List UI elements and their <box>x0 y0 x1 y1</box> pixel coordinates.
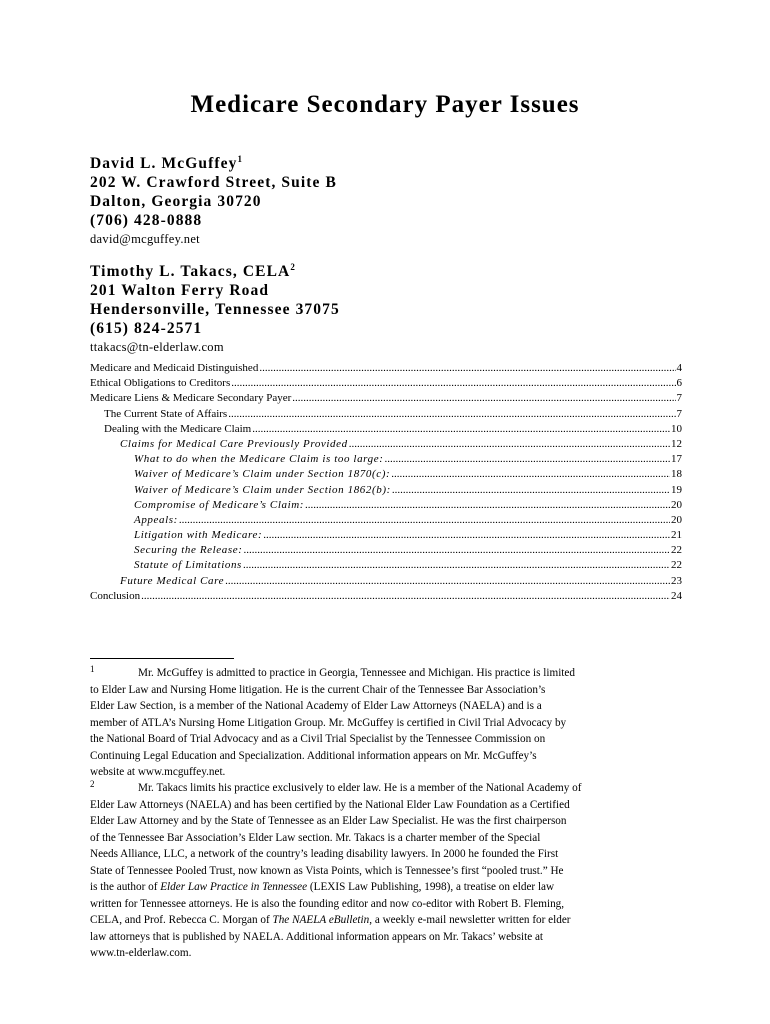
toc-entry[interactable]: Litigation with Medicare: ..... 21 <box>90 528 682 543</box>
author-name-2: Timothy L. Takacs, CELA$^2$ <box>90 262 296 280</box>
toc-entry[interactable]: Medicare and Medicaid Distinguished ..... 4 <box>90 361 682 376</box>
author-address-line-1: 201 Walton Ferry Road <box>90 282 270 299</box>
book-title: Elder Law Practice in Tennessee <box>160 881 308 893</box>
footnote-separator <box>90 658 234 659</box>
document-title: Medicare Secondary Payer Issues <box>190 91 580 118</box>
footnote-2: 2 Mr. Takacs limits his practice exclusively to elder law. He is a member of the National Academy of Elder Law Attorneys (NAELA) and has been certified by the National Elder Law Foundation as a Certified Elder Law Attorney and by the State of Tennessee as an Elder Law Specialist. He was the first chairperson of the Tennessee Bar Association’s Elder Law section. Mr. Takacs is a charter member of the Special Needs Alliance, LLC, a network of the country’s leading disability lawyers. In 2000 he founded the First State of Tennessee Pooled Trust, now known as Vista Points, which is Tennessee’s first “pooled trust.” He is the author of Elder Law Practice in Tennessee (LEXIS Law Publishing, 1998), a treatise on elder law written for Tennessee attorneys. He is also the founding editor and now co-editor with Robert B. Fleming, CELA, and Prof. Rebecca C. Morgan of The NAELA eBulletin, a weekly e-mail newsletter written for elder law attorneys that is published by NAELA. Additional information appears on Mr. Takacs’ website at www.tn-elderlaw.com. <box>90 779 582 959</box>
author-email: david@mcguffey.net <box>90 232 200 246</box>
toc-entry[interactable]: Appeals: ..... 20 <box>90 513 682 528</box>
author-address-line-2: Dalton, Georgia 30720 <box>90 193 262 210</box>
author-name-1: David L. McGuffey$^1$ <box>90 154 244 172</box>
author-block-1 <box>90 154 337 249</box>
toc-entry[interactable]: Securing the Release: ..... 22 <box>90 543 682 558</box>
footnote-1: 1 Mr. McGuffey is admitted to practice in Georgia, Tennessee and Michigan. His practice is limited to Elder Law and Nursing Home litigation. He is the current Chair of the Tennessee Bar Association’s Elder Law Section, is a member of the National Academy of Elder Law Attorneys (NAELA) and is a member of ATLA’s Nursing Home Litigation Group. Mr. McGuffey is certified in Civil Trial Advocacy by the National Board of Trial Advocacy and as a Civil Trial Specialist by the Tennessee Commission on Continuing Legal Education and Specialization. Additional information appears on Mr. McGuffey’s website at www.mcguffey.net. <box>90 664 575 778</box>
newsletter-title: The NAELA eBulletin <box>272 914 370 926</box>
table-of-contents <box>90 361 682 604</box>
author-address-line-1: 202 W. Crawford Street, Suite B <box>90 174 337 191</box>
footnote-ref-2: 2 <box>290 262 296 272</box>
toc-entry[interactable]: Statute of Limitations ..... 22 <box>90 558 682 573</box>
toc-entry[interactable]: Waiver of Medicare’s Claim under Section 1870(c): ..... 18 <box>90 467 682 482</box>
toc-entry[interactable]: What to do when the Medicare Claim is too large: ..... 17 <box>90 452 682 467</box>
toc-entry[interactable]: The Current State of Affairs ..... 7 <box>90 407 682 422</box>
toc-entry[interactable]: Conclusion ..... 24 <box>90 589 682 604</box>
author-phone: (706) 428-0888 <box>90 212 203 229</box>
toc-entry[interactable]: Compromise of Medicare’s Claim: ..... 20 <box>90 498 682 513</box>
toc-entry[interactable]: Ethical Obligations to Creditors ..... 6 <box>90 376 682 391</box>
toc-entry[interactable]: Dealing with the Medicare Claim ..... 10 <box>90 422 682 437</box>
toc-entry[interactable]: Waiver of Medicare’s Claim under Section 1862(b): ..... 19 <box>90 483 682 498</box>
author-address-line-2: Hendersonville, Tennessee 37075 <box>90 301 340 318</box>
toc-entry[interactable]: Claims for Medical Care Previously Provided ..... 12 <box>90 437 682 452</box>
footnote-ref-1: 1 <box>237 154 244 164</box>
toc-entry[interactable]: Medicare Liens & Medicare Secondary Payer ..... 7 <box>90 391 682 406</box>
author-block-2 <box>90 262 340 357</box>
toc-entry[interactable]: Future Medical Care ..... 23 <box>90 574 682 589</box>
author-email: ttakacs@tn-elderlaw.com <box>90 340 224 354</box>
author-phone: (615) 824-2571 <box>90 320 203 337</box>
